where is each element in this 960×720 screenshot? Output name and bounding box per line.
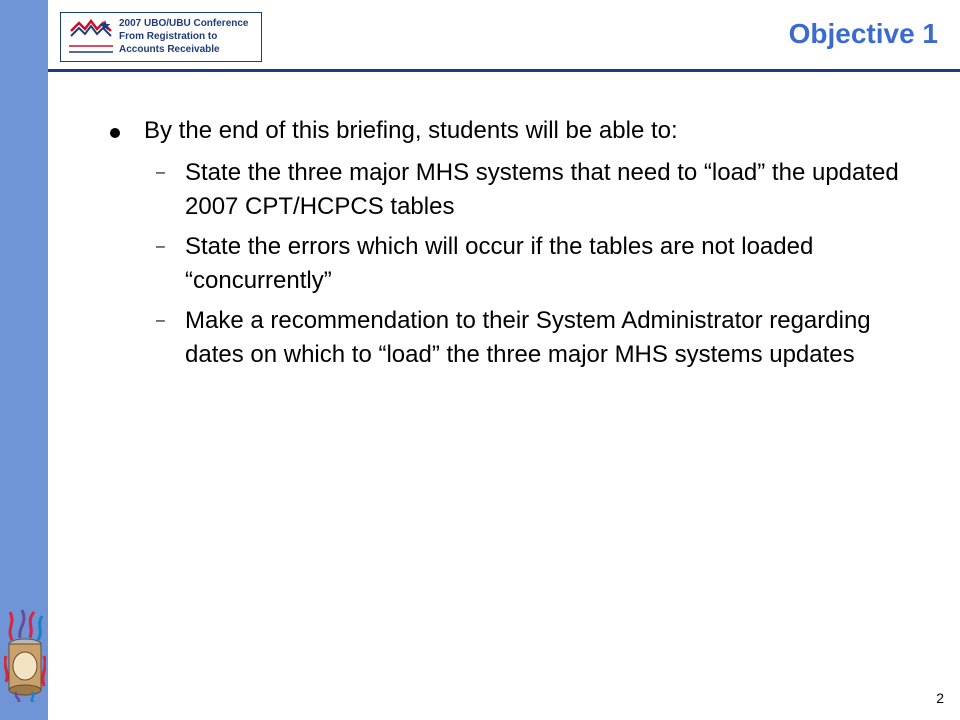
tricare-logo-icon (65, 17, 117, 57)
conference-subtitle-1: From Registration to (119, 31, 218, 42)
conference-name: 2007 UBO/UBU Conference (119, 18, 249, 29)
sub-bullet-item (100, 156, 930, 224)
header-divider (48, 69, 960, 72)
dash-marker: – (156, 238, 165, 255)
sub-bullet-text: State the three major MHS systems that need to “load” the updated 2007 CPT/HCPCS tables (185, 159, 899, 220)
bullet-item (100, 116, 930, 146)
conference-banner (60, 12, 262, 62)
slide-body (100, 116, 930, 378)
sub-bullet-item (100, 230, 930, 298)
dash-marker: – (156, 312, 165, 329)
bullet-dot-icon (110, 128, 120, 138)
page-number: 2 (936, 690, 944, 706)
slide-title: Objective 1 (788, 18, 938, 49)
sub-bullet-text: Make a recommendation to their System Administrator regarding dates on which to “load” the three major MHS systems updates (185, 307, 871, 368)
conference-subtitle-2: Accounts Receivable (119, 44, 220, 55)
bullet-text: By the end of this briefing, students will be able to: (144, 117, 678, 144)
dash-marker: – (156, 164, 165, 181)
whole-can-of-worms-icon (4, 606, 46, 702)
sub-bullet-text: State the errors which will occur if the tables are not loaded “concurrently” (185, 233, 814, 294)
sub-bullet-item (100, 304, 930, 372)
